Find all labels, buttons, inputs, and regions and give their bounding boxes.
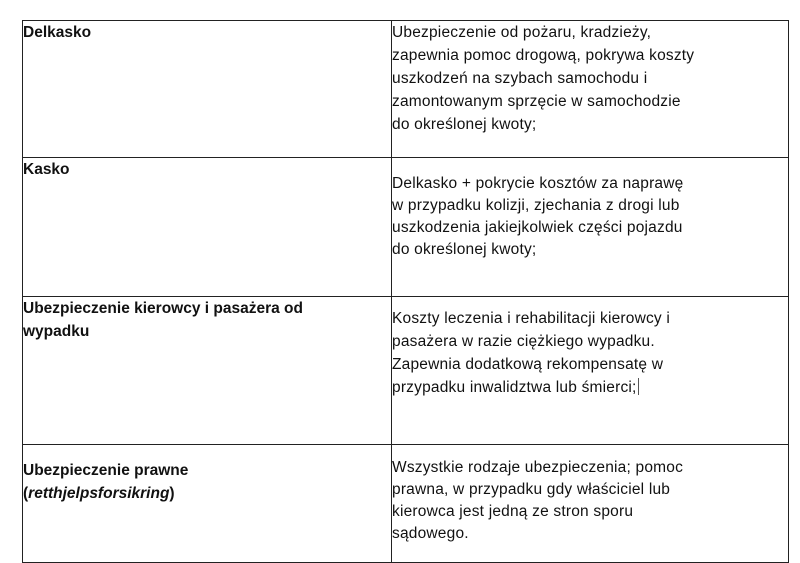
term-driver-passenger-line: wypadku bbox=[23, 323, 90, 340]
term-legal-insurance: Ubezpieczenie prawne bbox=[23, 462, 189, 479]
table-row bbox=[23, 21, 789, 158]
table-row bbox=[23, 297, 789, 445]
term-legal-insurance-norwegian bbox=[23, 482, 391, 505]
description-cell bbox=[392, 445, 789, 563]
term-kasko: Kasko bbox=[23, 161, 70, 178]
description-text: przypadku inwalidztwa lub śmierci; bbox=[392, 379, 637, 396]
term-delkasko: Delkasko bbox=[23, 24, 92, 41]
description-line: w przypadku kolizji, zjechania z drogi lub bbox=[392, 197, 680, 214]
description-line: do określonej kwoty; bbox=[392, 116, 537, 133]
term-cell bbox=[23, 158, 392, 297]
description-line: do określonej kwoty; bbox=[392, 241, 537, 258]
term-driver-passenger-line: Ubezpieczenie kierowcy i pasażera od bbox=[23, 300, 303, 317]
paren-open: ( bbox=[23, 485, 29, 502]
description-line: sądowego. bbox=[392, 525, 469, 542]
description-line: Ubezpieczenie od pożaru, kradzieży, bbox=[392, 24, 652, 41]
table-row bbox=[23, 158, 789, 297]
description-cell bbox=[392, 297, 789, 445]
term-cell bbox=[23, 297, 392, 445]
insurance-table bbox=[22, 20, 789, 563]
description-line: prawna, w przypadku gdy właściciel lub bbox=[392, 481, 671, 498]
norwegian-term: retthjelpsforsikring bbox=[28, 485, 170, 502]
description-line: kierowca jest jedną ze stron sporu bbox=[392, 503, 634, 520]
text-cursor bbox=[638, 378, 639, 395]
description-line: Zapewnia dodatkową rekompensatę w bbox=[392, 356, 664, 373]
term-cell bbox=[23, 21, 392, 158]
description-line: uszkodzeń na szybach samochodu i bbox=[392, 70, 648, 87]
description-line: Koszty leczenia i rehabilitacji kierowcy i bbox=[392, 310, 671, 327]
description-line: zamontowanym sprzęcie w samochodzie bbox=[392, 93, 681, 110]
description-line: zapewnia pomoc drogową, pokrywa koszty bbox=[392, 47, 695, 64]
description-line: pasażera w razie ciężkiego wypadku. bbox=[392, 333, 655, 350]
description-line: Delkasko + pokrycie kosztów za naprawę bbox=[392, 175, 684, 192]
table-row bbox=[23, 445, 789, 563]
description-line: uszkodzenia jakiejkolwiek części pojazdu bbox=[392, 219, 683, 236]
description-cell bbox=[392, 158, 789, 297]
description-line: Wszystkie rodzaje ubezpieczenia; pomoc bbox=[392, 459, 684, 476]
term-cell bbox=[23, 445, 392, 563]
description-cell bbox=[392, 21, 789, 158]
description-line-with-cursor bbox=[392, 376, 788, 399]
paren-close: ) bbox=[169, 485, 175, 502]
